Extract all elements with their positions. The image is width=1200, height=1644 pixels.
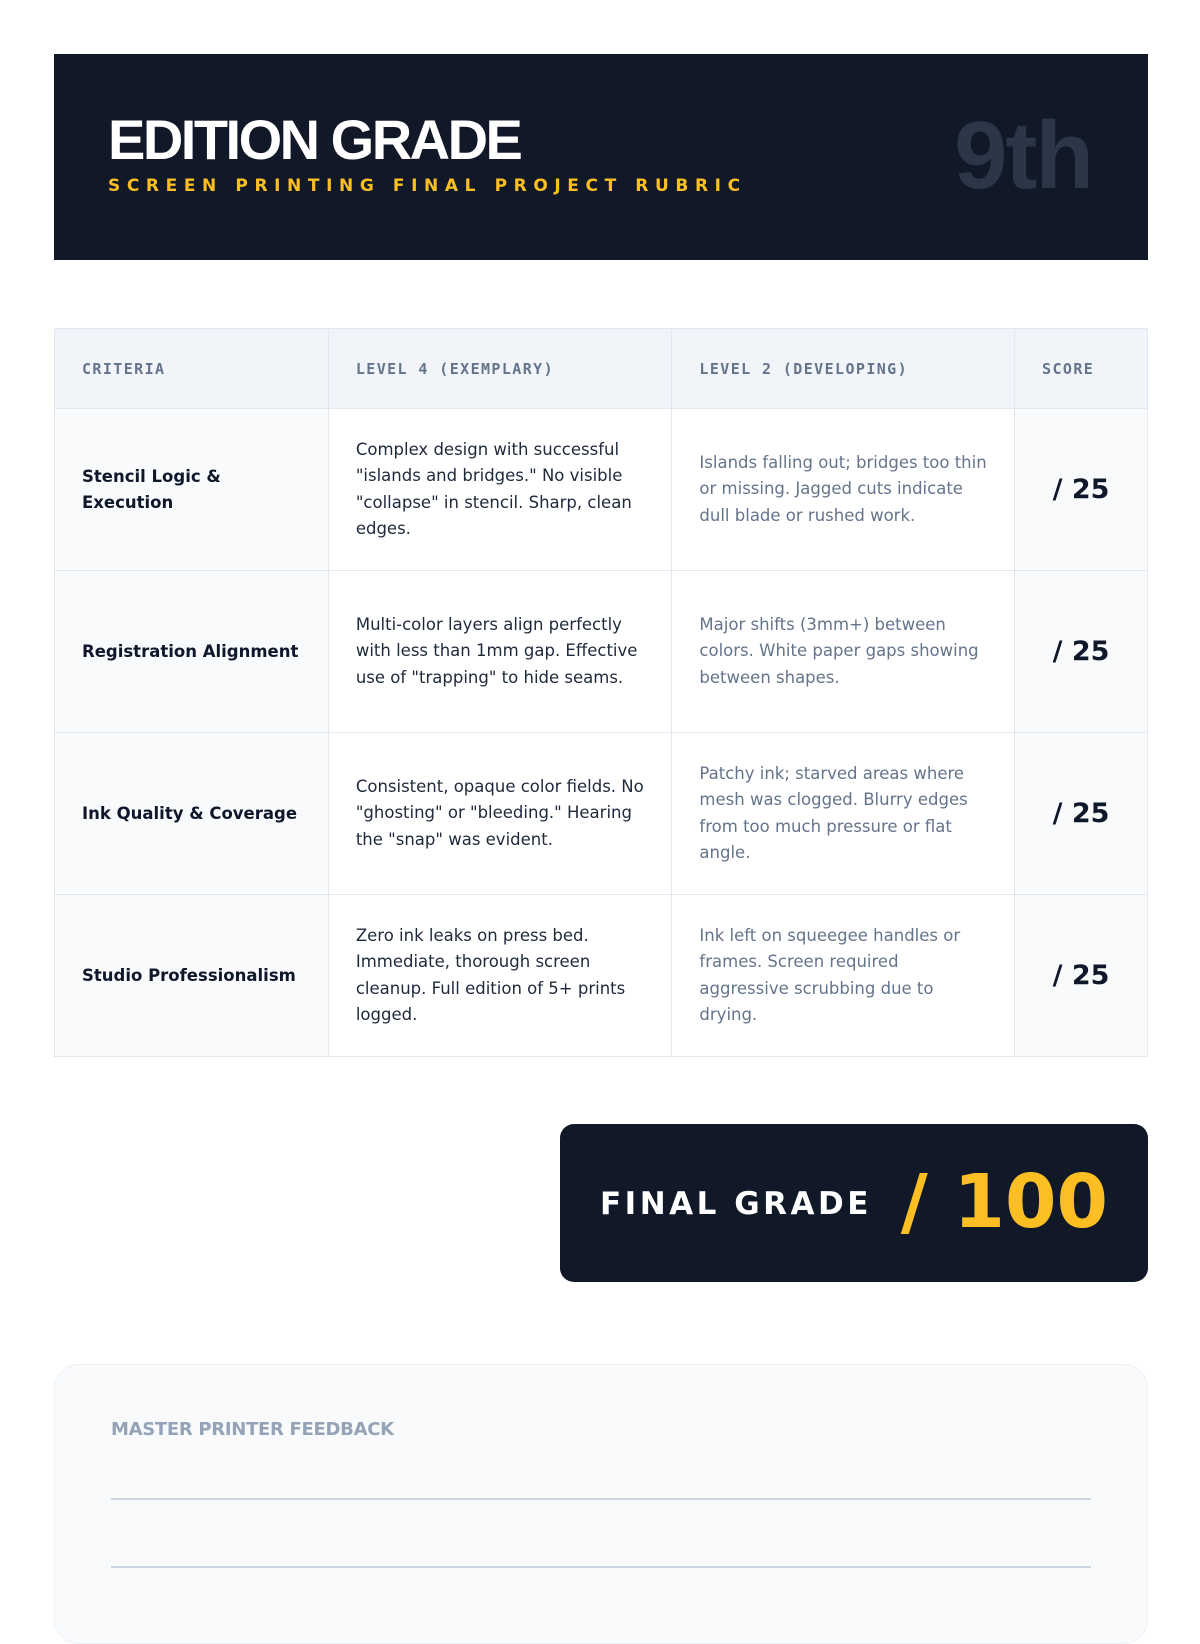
- criteria-cell: Stencil Logic & Execution: [55, 409, 329, 571]
- rubric-row: [55, 409, 1148, 571]
- final-grade-label: FINAL GRADE: [600, 1186, 872, 1222]
- page-title: EDITION GRADE: [108, 108, 521, 171]
- feedback-write-line[interactable]: [111, 1498, 1091, 1500]
- page-header: [54, 54, 1148, 260]
- level-4-cell: Complex design with successful "islands and bridges." No visible "collapse" in stencil. Sharp, clean edges.: [328, 409, 672, 571]
- rubric-header-row: [55, 329, 1148, 409]
- column-header-criteria: CRITERIA: [55, 329, 329, 409]
- criteria-cell: Ink Quality & Coverage: [55, 733, 329, 895]
- final-grade-box: [560, 1124, 1148, 1282]
- score-cell[interactable]: / 25: [1015, 895, 1148, 1057]
- feedback-section: [54, 1364, 1148, 1644]
- level-2-cell: Ink left on squeegee handles or frames. Screen required aggressive scrubbing due to drying.: [672, 895, 1015, 1057]
- column-header-level-2: LEVEL 2 (DEVELOPING): [672, 329, 1015, 409]
- grade-level-badge: 9th: [954, 102, 1092, 209]
- final-grade-value[interactable]: / 100: [900, 1159, 1108, 1245]
- rubric-row: [55, 895, 1148, 1057]
- page-subtitle: SCREEN PRINTING FINAL PROJECT RUBRIC: [108, 176, 747, 196]
- score-cell[interactable]: / 25: [1015, 571, 1148, 733]
- level-4-cell: Zero ink leaks on press bed. Immediate, thorough screen cleanup. Full edition of 5+ prints logged.: [328, 895, 672, 1057]
- feedback-write-line[interactable]: [111, 1566, 1091, 1568]
- column-header-level-4: LEVEL 4 (EXEMPLARY): [328, 329, 672, 409]
- rubric-table: [54, 328, 1148, 1057]
- level-2-cell: Islands falling out; bridges too thin or missing. Jagged cuts indicate dull blade or rushed work.: [672, 409, 1015, 571]
- level-4-cell: Multi-color layers align perfectly with less than 1mm gap. Effective use of "trapping" to hide seams.: [328, 571, 672, 733]
- level-2-cell: Major shifts (3mm+) between colors. White paper gaps showing between shapes.: [672, 571, 1015, 733]
- criteria-cell: Studio Professionalism: [55, 895, 329, 1057]
- rubric-row: [55, 571, 1148, 733]
- score-cell[interactable]: / 25: [1015, 733, 1148, 895]
- level-4-cell: Consistent, opaque color fields. No "ghosting" or "bleeding." Hearing the "snap" was evident.: [328, 733, 672, 895]
- score-cell[interactable]: / 25: [1015, 409, 1148, 571]
- feedback-label: MASTER PRINTER FEEDBACK: [111, 1419, 394, 1440]
- rubric-row: [55, 733, 1148, 895]
- criteria-cell: Registration Alignment: [55, 571, 329, 733]
- level-2-cell: Patchy ink; starved areas where mesh was clogged. Blurry edges from too much pressure or flat angle.: [672, 733, 1015, 895]
- column-header-score: SCORE: [1015, 329, 1148, 409]
